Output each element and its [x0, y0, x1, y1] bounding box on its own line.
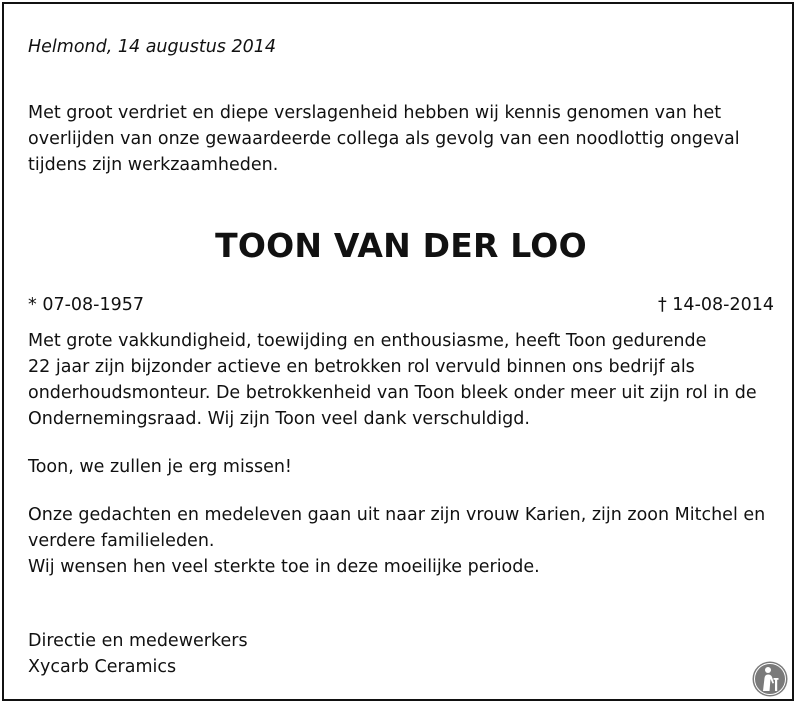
signoff-company: Xycarb Ceramics	[28, 657, 177, 677]
tribute-line: onderhoudsmonteur. De betrokkenheid van Toon bleek onder meer uit zijn rol in de	[28, 383, 757, 403]
condolence-line: Wij wensen hen veel sterkte toe in deze moeilijke periode.	[28, 557, 540, 577]
intro-line: overlijden van onze gewaardeerde collega als gevolg van een noodlottig ongeval	[28, 129, 740, 149]
tribute-line: 22 jaar zijn bijzonder actieve en betrokken rol vervuld binnen ons bedrijf als	[28, 357, 695, 377]
tribute-line: Ondernemingsraad. Wij zijn Toon veel dank verschuldigd.	[28, 409, 530, 429]
intro-line: Met groot verdriet en diepe verslagenheid hebben wij kennis genomen van het	[28, 103, 722, 123]
intro-line: tijdens zijn werkzaamheden.	[28, 155, 279, 175]
signoff-line: Directie en medewerkers	[28, 631, 248, 651]
life-dates	[28, 292, 774, 318]
intro-paragraph	[28, 100, 774, 178]
condolence-paragraph	[28, 502, 774, 580]
signoff	[28, 628, 774, 680]
obituary-announcement	[28, 34, 774, 680]
place-date: Helmond, 14 augustus 2014	[28, 37, 276, 57]
birth-date: * 07-08-1957	[28, 295, 145, 315]
tribute-line: Met grote vakkundigheid, toewijding en enthousiasme, heeft Toon gedurende	[28, 331, 707, 351]
mourning-figure-icon	[752, 661, 788, 697]
condolence-line: verdere familieleden.	[28, 531, 215, 551]
deceased-name: TOON VAN DER LOO	[215, 226, 587, 265]
farewell-line: Toon, we zullen je erg missen!	[28, 457, 292, 477]
tribute-paragraph	[28, 328, 774, 432]
death-date: † 14-08-2014	[657, 295, 774, 315]
condolence-line: Onze gedachten en medeleven gaan uit naar zijn vrouw Karien, zijn zoon Mitchel en	[28, 505, 766, 525]
